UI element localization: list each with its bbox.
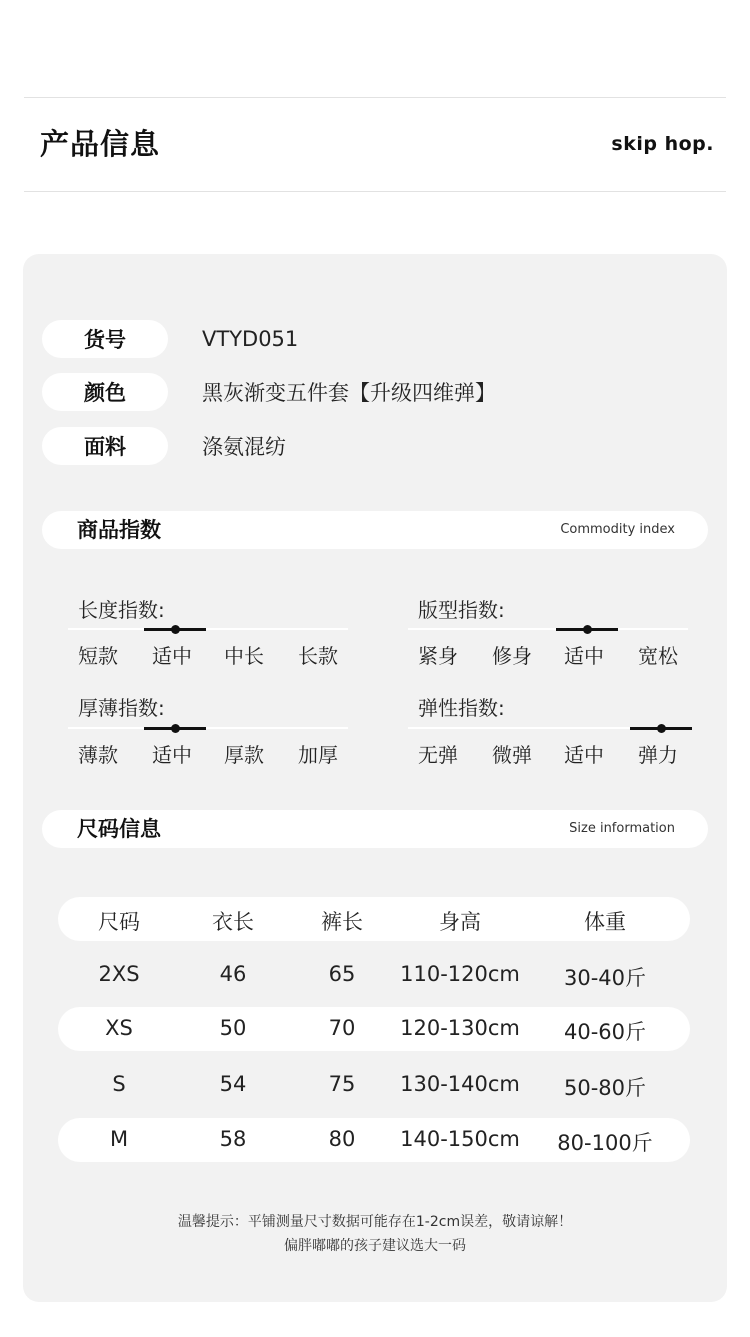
index-option: 宽松 <box>638 644 678 668</box>
top-divider <box>24 97 726 98</box>
table-cell: 130-140cm <box>400 1072 520 1096</box>
header-divider <box>24 191 726 192</box>
index-option: 微弹 <box>492 743 532 767</box>
index-scale-line <box>408 628 688 630</box>
page-title: 产品信息 <box>40 127 161 161</box>
info-row-color <box>42 373 496 411</box>
table-header-cell: 裤长 <box>321 910 363 934</box>
index-option: 适中 <box>152 743 192 767</box>
index-option: 薄款 <box>78 743 118 767</box>
index-title: 厚薄指数: <box>78 696 165 720</box>
index-title: 弹性指数: <box>418 696 505 720</box>
info-label: 货号 <box>42 320 168 358</box>
table-cell: XS <box>105 1016 133 1040</box>
table-cell: 50 <box>219 1016 247 1040</box>
section-title: 尺码信息 <box>77 817 161 841</box>
index-option: 厚款 <box>224 743 264 767</box>
index-scale-line <box>68 727 348 729</box>
section-subtitle: Size information <box>569 821 675 836</box>
index-title: 长度指数: <box>78 598 165 622</box>
table-cell: 54 <box>219 1072 247 1096</box>
index-option: 修身 <box>492 644 532 668</box>
info-row-fabric <box>42 427 286 465</box>
note-line: 偏胖嘟嘟的孩子建议选大一码 <box>284 1238 466 1254</box>
commodity-index-header <box>42 511 708 549</box>
index-selected-dot <box>171 625 180 634</box>
table-cell: 58 <box>219 1127 247 1151</box>
table-cell: 50-80斤 <box>563 1076 647 1100</box>
table-cell: 120-130cm <box>400 1016 520 1040</box>
brand-logo: skip hop. <box>611 133 714 155</box>
index-scale-line <box>68 628 348 630</box>
index-option: 适中 <box>152 644 192 668</box>
info-label: 颜色 <box>42 373 168 411</box>
table-header-cell: 衣长 <box>212 910 254 934</box>
index-option: 长款 <box>298 644 338 668</box>
index-option: 加厚 <box>298 743 338 767</box>
table-cell: 46 <box>219 962 247 986</box>
size-notes <box>0 1210 750 1258</box>
table-cell: 140-150cm <box>400 1127 520 1151</box>
table-header-cell: 身高 <box>439 910 481 934</box>
table-cell: 110-120cm <box>400 962 520 986</box>
table-header-cell: 体重 <box>584 910 626 934</box>
info-label: 面料 <box>42 427 168 465</box>
table-cell: 80-100斤 <box>557 1131 653 1155</box>
table-cell: 2XS <box>98 962 140 986</box>
index-selected-dot <box>657 724 666 733</box>
table-cell: 75 <box>328 1072 356 1096</box>
table-cell: M <box>109 1127 129 1151</box>
index-option: 适中 <box>564 743 604 767</box>
table-cell: S <box>112 1072 126 1096</box>
index-option: 短款 <box>78 644 118 668</box>
index-option: 中长 <box>224 644 264 668</box>
table-cell: 70 <box>328 1016 356 1040</box>
size-info-header <box>42 810 708 848</box>
section-subtitle: Commodity index <box>560 522 675 537</box>
index-selected-dot <box>583 625 592 634</box>
info-row-item-number <box>42 320 299 358</box>
index-option: 无弹 <box>418 743 458 767</box>
info-value: VTYD051 <box>202 327 299 351</box>
note-line: 温馨提示：平铺测量尺寸数据可能存在1-2cm误差，敬请谅解！ <box>177 1214 573 1230</box>
table-cell: 40-60斤 <box>563 1020 647 1044</box>
index-selected-dot <box>171 724 180 733</box>
table-cell: 65 <box>328 962 356 986</box>
index-option: 适中 <box>564 644 604 668</box>
info-value: 涤氨混纺 <box>202 435 286 459</box>
index-option: 弹力 <box>638 743 678 767</box>
table-cell: 80 <box>328 1127 356 1151</box>
section-title: 商品指数 <box>77 518 161 542</box>
table-header-cell: 尺码 <box>98 910 140 934</box>
info-value: 黑灰渐变五件套【升级四维弹】 <box>202 381 496 405</box>
index-option: 紧身 <box>418 644 458 668</box>
table-cell: 30-40斤 <box>563 966 647 990</box>
index-title: 版型指数: <box>418 598 505 622</box>
